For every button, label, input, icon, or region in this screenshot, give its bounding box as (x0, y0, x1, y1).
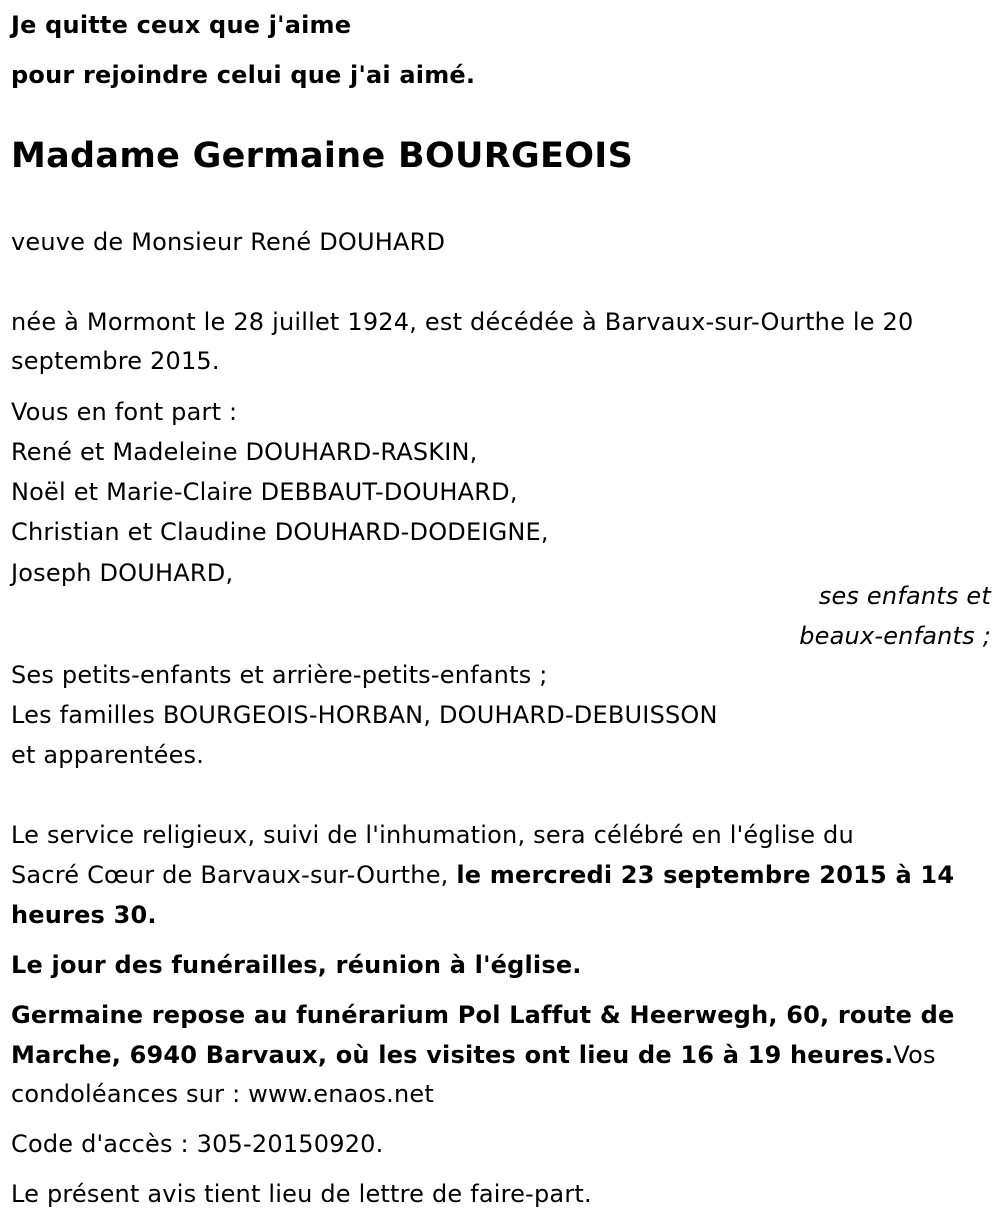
child-line: Noël et Marie-Claire DEBBAUT-DOUHARD, (11, 478, 518, 506)
service-line-3: heures 30. (11, 901, 157, 929)
closing-line: Le présent avis tient lieu de lettre de faire-part. (11, 1180, 592, 1208)
visitation-line-1: Germaine repose au funérarium Pol Laffut & Heerwegh, 60, route de (11, 1001, 955, 1029)
birth-death-line-2: septembre 2015. (11, 347, 220, 375)
epigraph-line-2: pour rejoindre celui que j'ai aimé. (11, 61, 476, 89)
epigraph-line-1: Je quitte ceux que j'aime (11, 11, 352, 39)
families-line-2: et apparentées. (11, 741, 205, 769)
condolences-website-line: condoléances sur : www.enaos.net (11, 1080, 434, 1108)
service-line-2 (11, 855, 954, 895)
visitation-line-2 (11, 1035, 936, 1075)
visitation-hours: Marche, 6940 Barvaux, où les visites ont lieu de 16 à 19 heures. (11, 1041, 894, 1069)
birth-death-line-1: née à Mormont le 28 juillet 1924, est décédée à Barvaux-sur-Ourthe le 20 (11, 308, 914, 336)
child-line: René et Madeleine DOUHARD-RASKIN, (11, 438, 478, 466)
access-code-line: Code d'accès : 305-20150920. (11, 1130, 384, 1158)
families-line-1: Les familles BOURGEOIS-HORBAN, DOUHARD-DEBUISSON (11, 701, 718, 729)
deceased-name: Madame Germaine BOURGEOIS (11, 136, 634, 176)
service-location: Sacré Cœur de Barvaux-sur-Ourthe, (11, 861, 457, 889)
grandchildren-line: Ses petits-enfants et arrière-petits-enfants ; (11, 661, 548, 689)
family-intro: Vous en font part : (11, 398, 238, 426)
widow-of-line: veuve de Monsieur René DOUHARD (11, 228, 446, 256)
child-line: Christian et Claudine DOUHARD-DODEIGNE, (11, 518, 549, 546)
service-line-1: Le service religieux, suivi de l'inhumation, sera célébré en l'église du (11, 821, 854, 849)
gathering-line: Le jour des funérailles, réunion à l'église. (11, 951, 582, 979)
children-label-line-1: ses enfants et (818, 582, 991, 610)
service-date: le mercredi 23 septembre 2015 à 14 (456, 861, 955, 889)
condolences-prefix: Vos (893, 1041, 936, 1069)
child-line: Joseph DOUHARD, (11, 559, 234, 587)
children-label-line-2: beaux-enfants ; (799, 622, 991, 650)
